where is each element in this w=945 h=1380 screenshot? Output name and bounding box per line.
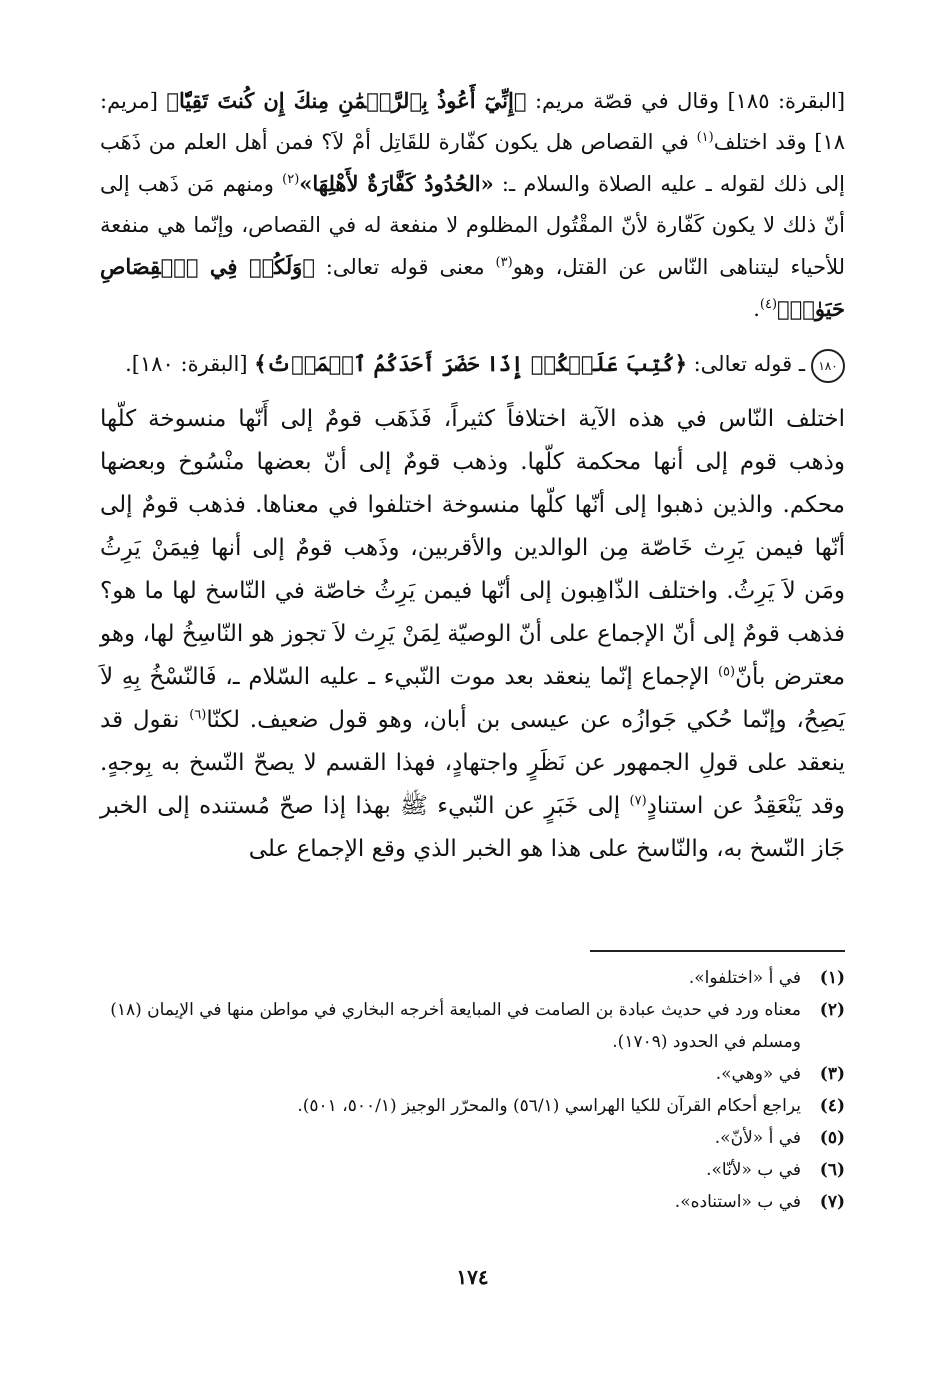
hadith-quote: «الحُدُودُ كَفَّارَةٌ لأَهْلِهَا» [299,171,494,196]
footnote-divider [590,950,845,952]
footnote-text: في أ «لأنّ». [714,1128,801,1148]
text-run: نقول قد ينعقد على قولِ الجمهور عن نَظَرٍ واجتهادٍ، فهذا القسم لا يصحّ النّسخ به بِوجهٍ. وقد يَنْعَقِدُ عن استنادٍ [100,707,845,819]
footnote-number: (٥) [819,1128,845,1148]
verse-reference: [البقرة: ١٨٠]. [125,352,255,376]
footnote-number: (٣) [819,1064,845,1084]
footnote-ref-4[interactable]: (٤) [759,297,778,312]
footnote-number: (٧) [819,1192,845,1212]
footnote-ref-3[interactable]: (٣) [495,255,513,270]
text-run: . [753,297,760,321]
ayah-number-badge: ١٨٠ [811,349,845,383]
footnote-item [100,962,845,994]
quran-verse: ﴿إِنِّيٓ أَعُوذُ بِٱلرَّحۡمَٰنِ مِنكَ إِن كُنتَ تَقِيّٗا﴾ [166,88,527,113]
footnote-number: (١) [819,968,845,988]
quran-verse: ﴿وَلَكُمۡ فِي ٱلۡقِصَاصِ حَيَوٰةٞ﴾ [100,254,845,321]
footnote-ref-5[interactable]: (٥) [717,664,736,680]
footnote-ref-2[interactable]: (٢) [282,172,300,187]
footnote-text: يراجع أحكام القرآن للكيا الهراسي (٥٦/١) والمحرّر الوجيز (٥٠٠/١، ٥٠١). [297,1096,801,1116]
footnote-text: في أ «اختلفوا». [688,968,801,988]
text-run: ـ قوله تعالى: [686,352,805,376]
text-run: ومنهم مَن ذَهب إلى أنّ ذلك لا يكون كَفّارة لأنّ المقْتُول المظلوم لا منفعة له في القصاص، وإنّما هي منفعة للأحياء ليتناهى النّاس عن القتل، وهو [100,172,845,279]
page-body [100,80,845,894]
text-run: الإجماع إنّما ينعقد بعد موت النّبيء ـ عليه السّلام ـ، فَالنّسْخُ بِهِ لاَ يَصِحُ، وإنّما حُكي جَوازُه عن عيسى بن أبان، وهو قول ضعيف. لكنّا [100,664,845,733]
footnote-number: (٢) [819,1000,845,1020]
footnote-text: معناه ورد في حديث عبادة بن الصامت في المبايعة أخرجه البخاري في مواطن منها في الإيمان (١٨) ومسلم في الحدود (١٧٠٩). [110,1000,801,1052]
opening-paragraph [100,80,845,330]
commentary-paragraph [100,398,845,871]
footnotes [100,962,845,1218]
footnote-item [100,1186,845,1218]
footnote-number: (٤) [819,1096,845,1116]
footnote-item [100,1090,845,1122]
footnote-item [100,1154,845,1186]
footnote-item [100,994,845,1058]
text-run: [البقرة: ١٨٥] وقال في قصّة مريم: [526,89,846,113]
footnote-ref-6[interactable]: (٦) [189,707,207,723]
text-run: اختلف النّاس في هذه الآية اختلافاً كثيراً، فَذَهَب قومٌ إلى أَنّها منسوخة كلّها وذهب قوم إلى أنها محكمة كلّها. وذهب قومٌ إلى أنّ بعضها منْسُوخ وبعضها محكم. والذين ذهبوا إلى أنّها كلّها منسوخة اختلفوا في معناها. فذهب قومٌ إلى أنّها فيمن يَرِث خَاصّة مِن الوالدين والأقربين، وذَهب قومٌ إلى أنها فِيمَنْ يَرِثُ ومَن لاَ يَرِثُ. واختلف الذّاهِبون إلى أنّها فيمن يَرِثُ خاصّة في النّاسخ لها ما هو؟ فذهب قومٌ إلى أنّ الإجماع على أنّ الوصيّة لِمَنْ يَرِث لاَ تجوز هو النّاسِخُ لها، وهو معترض بأنّ [100,406,846,690]
footnote-text: في ب «لأنّا». [706,1160,801,1180]
quran-verse: ﴿كُتِبَ عَلَيۡكُمۡ إِذَا حَضَرَ أَحَدَكُمُ ٱلۡمَوۡتُ﴾ [254,351,687,376]
footnote-text: في «وهي». [715,1064,801,1084]
footnote-number: (٦) [819,1160,845,1180]
text-run: إلى خَبَرٍ عن النّبيء ﷺ بهذا إذا صحّ مُستنده إلى الخبر جَاز النّسخ به، والنّاسخ على هذا هو الخبر الذي وقع الإجماع على [100,793,845,862]
page-number: ١٧٤ [456,1265,489,1289]
ayah-heading [100,344,845,384]
footnote-item [100,1122,845,1154]
footnote-item [100,1058,845,1090]
footnote-text: في ب «استناده». [674,1192,801,1212]
footnote-ref-7[interactable]: (٧) [629,793,647,809]
text-run: معنى قوله تعالى: [314,255,496,279]
text-run: في القصاص هل يكون كفّارة للقَاتِل أمْ لاَ؟ فمن أهل العلم من ذَهَب إلى ذلك لقوله ـ عليه الصلاة والسلام ـ: [100,130,845,196]
text-run: [مريم: ١٨] وقد اختلف [100,89,845,154]
footnote-ref-1[interactable]: (١) [696,130,714,145]
